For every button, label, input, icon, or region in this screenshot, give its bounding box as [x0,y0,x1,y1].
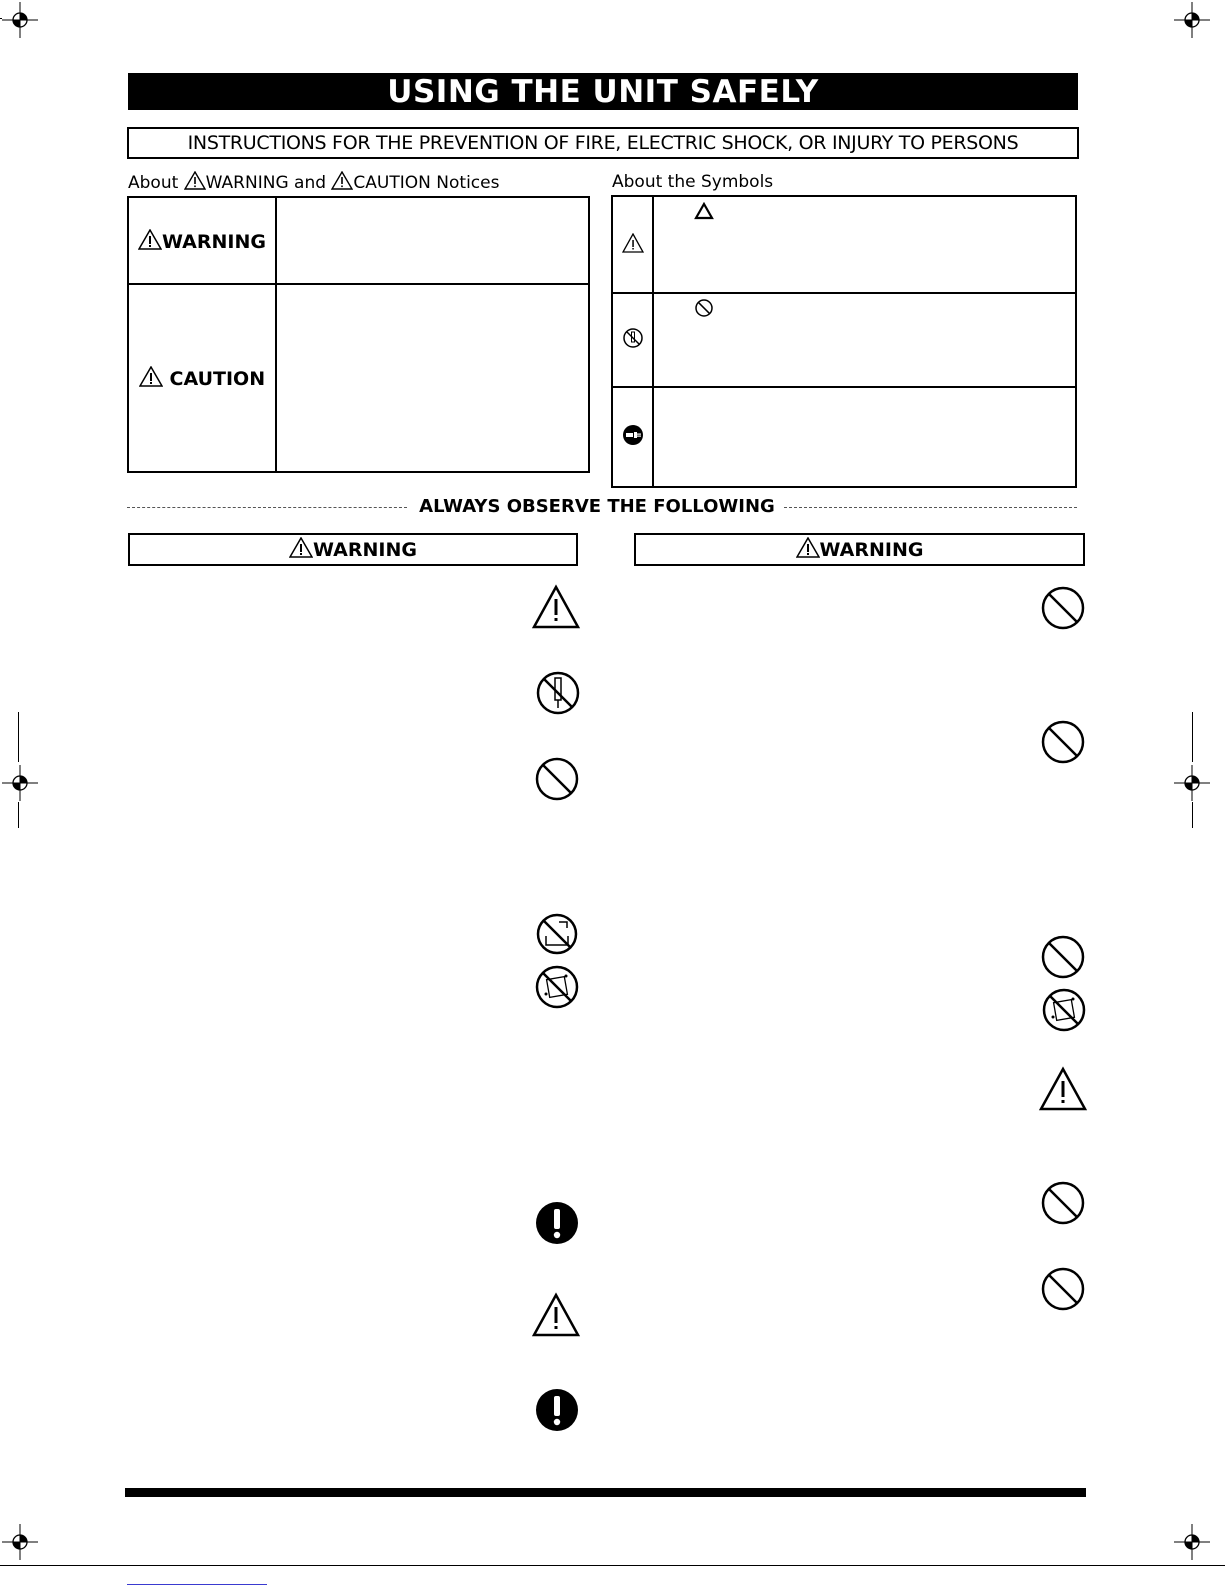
notices-table [127,196,590,473]
crop-mark [18,712,19,762]
registration-mark-icon [1174,765,1210,801]
crop-mark [0,18,2,19]
crop-mark [1192,712,1193,762]
warning-description [276,197,589,284]
warning-label: WARNING [162,230,266,253]
crop-mark [1192,802,1193,828]
registration-mark-icon [2,1524,38,1560]
crop-mark [0,1565,1225,1566]
prohibited-icon [1040,1266,1086,1312]
divider [784,507,1077,508]
prohibited-icon [534,756,580,802]
do-not-disassemble-icon [535,670,581,716]
warning-header-left: WARNING [128,533,578,566]
notices-heading: About WARNING and CAUTION Notices [128,173,500,193]
registration-mark-icon [2,765,38,801]
prohibited-icon [1040,719,1086,765]
symbol-row [612,387,1076,487]
crop-mark [18,802,19,828]
no-water-icon [535,912,579,956]
symbols-table [611,195,1077,488]
no-liquid-icon [534,964,580,1010]
warning-triangle-icon [622,233,644,253]
do-not-disassemble-icon [622,327,644,349]
warning-triangle-icon [331,171,353,190]
no-liquid-icon [1041,987,1087,1033]
warning-header-right: WARNING [634,533,1085,566]
caution-triangle-icon [1038,1066,1088,1112]
registration-mark-icon [1174,1524,1210,1560]
divider [127,507,407,508]
caution-triangle-icon [531,1292,581,1338]
prohibited-icon [1040,934,1086,980]
prohibited-icon [1040,585,1086,631]
page-title: USING THE UNIT SAFELY [128,73,1078,110]
prohibited-symbol-icon [694,298,714,318]
mandatory-icon [535,1200,579,1246]
symbol-row [612,293,1076,387]
caution-description [276,284,589,472]
warning-triangle-icon [289,537,313,558]
prohibited-icon [1040,1180,1086,1226]
symbol-description [653,387,1076,487]
unplug-icon [622,424,644,446]
warning-triangle-icon [139,366,163,387]
footer-rule [125,1488,1086,1497]
registration-mark-icon [1174,2,1210,38]
page-subtitle: INSTRUCTIONS FOR THE PREVENTION OF FIRE, ELECTRIC SHOCK, OR INJURY TO PERSONS [127,127,1079,159]
caution-label: CAUTION [169,368,266,390]
mandatory-icon [535,1387,579,1433]
registration-mark-icon [2,2,38,38]
warning-triangle-icon [796,537,820,558]
observe-heading: ALWAYS OBSERVE THE FOLLOWING [419,496,775,517]
notice-row-warning [128,197,589,284]
caution-triangle-icon [531,584,581,630]
symbols-heading: About the Symbols [612,172,774,192]
symbol-row [612,196,1076,293]
warning-triangle-icon [184,171,206,190]
warning-triangle-icon [138,229,162,250]
triangle-symbol-icon [694,202,714,220]
notice-row-caution [128,284,589,472]
